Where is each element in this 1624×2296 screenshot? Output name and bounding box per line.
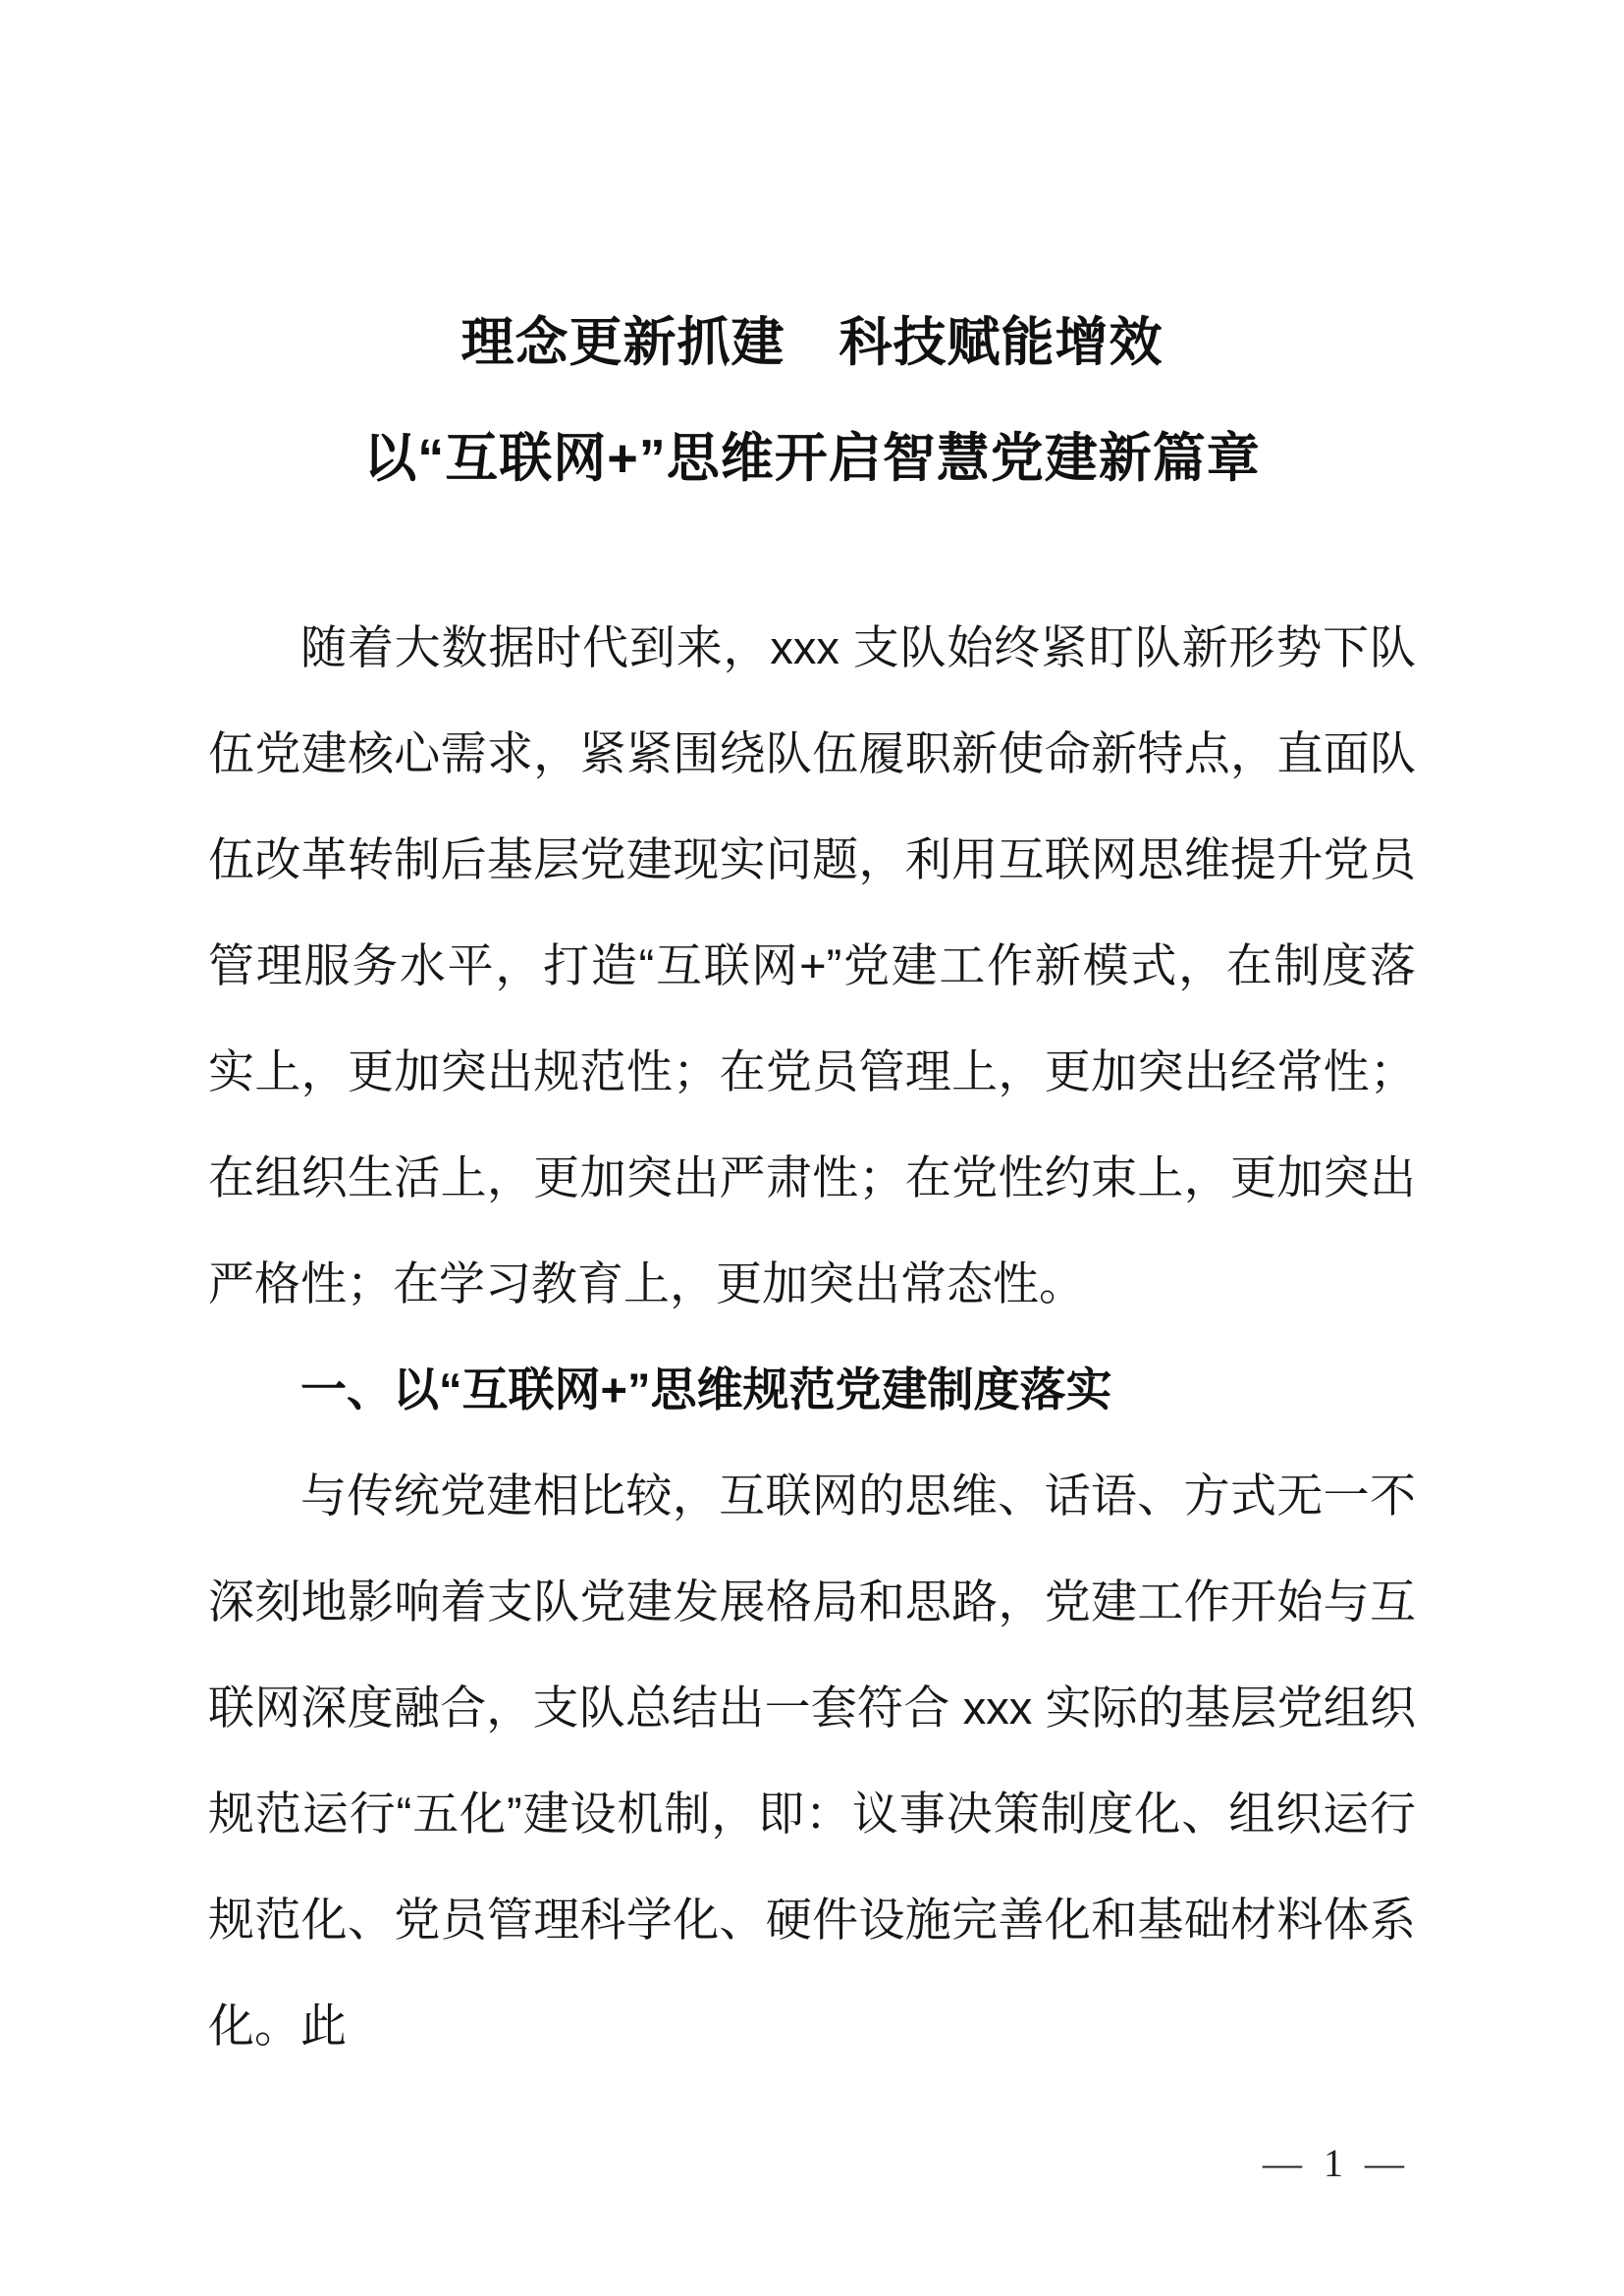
document-title-line1: 理念更新抓建 科技赋能增效 bbox=[460, 313, 1164, 372]
paragraph-section-1: 与传统党建相比较，互联网的思维、话语、方式无一不深刻地影响着支队党建发展格局和思路，党建工作开始与互联网深度融合，支队总结出一套符合 xxx 实际的基层党组织规范运行“五化”建设机制，即：议事决策制度化、组织运行规范化、党员管理科学化、硬件设施完善化和基础材料体系化。此 bbox=[208, 1469, 1416, 2053]
document-content bbox=[208, 312, 1416, 2079]
paragraph-intro: 随着大数据时代到来，xxx 支队始终紧盯队新形势下队伍党建核心需求，紧紧围绕队伍履职新使命新特点，直面队伍改革转制后基层党建现实问题，利用互联网思维提升党员管理服务水平，打造“互联网+”党建工作新模式，在制度落实上，更加突出规范性；在党员管理上，更加突出经常性；在组织生活上，更加突出严肃性；在党性约束上，更加突出严格性；在学习教育上，更加突出常态性。 bbox=[208, 621, 1416, 1310]
document-title-line2: 以“互联网+”思维开启智慧党建新篇章 bbox=[363, 429, 1261, 489]
section-heading-1: 一、以“互联网+”思维规范党建制度落实 bbox=[300, 1363, 1112, 1416]
page-number: — 1 — bbox=[1263, 2141, 1410, 2185]
